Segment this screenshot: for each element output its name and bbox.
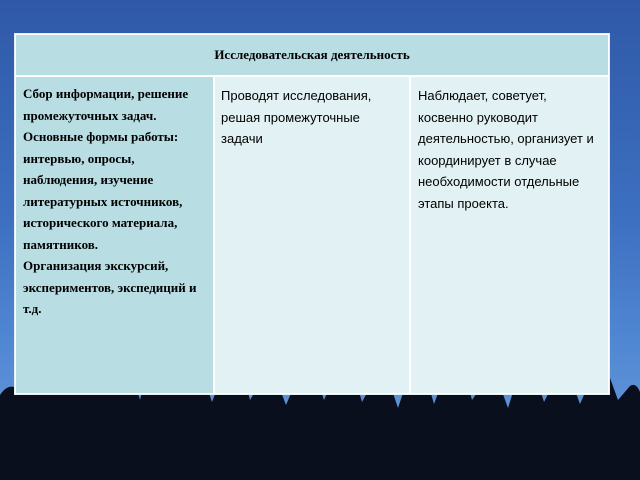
- activities-line-4: Организация экскурсий, экспериментов, экспедиций и т.д.: [23, 258, 197, 316]
- table-header: [15, 34, 609, 76]
- teacher-cell: [410, 76, 609, 394]
- teacher-text: Наблюдает, советует, косвенно руководит деятельностью, организует и координирует в случае необходимости отдельные этапы проекта.: [418, 88, 594, 211]
- activities-line-2: Основные формы работы:: [23, 129, 179, 144]
- research-table: [14, 33, 610, 395]
- students-cell: [214, 76, 410, 394]
- activities-cell: [15, 76, 214, 394]
- table-header-text: Исследовательская деятельность: [214, 47, 410, 62]
- students-text: Проводят исследования, решая промежуточные задачи: [221, 88, 372, 146]
- activities-line-1: Сбор информации, решение промежуточных задач.: [23, 86, 189, 123]
- activities-line-3: интервью, опросы, наблюдения, изучение литературных источников, исторического материала, памятников.: [23, 150, 183, 252]
